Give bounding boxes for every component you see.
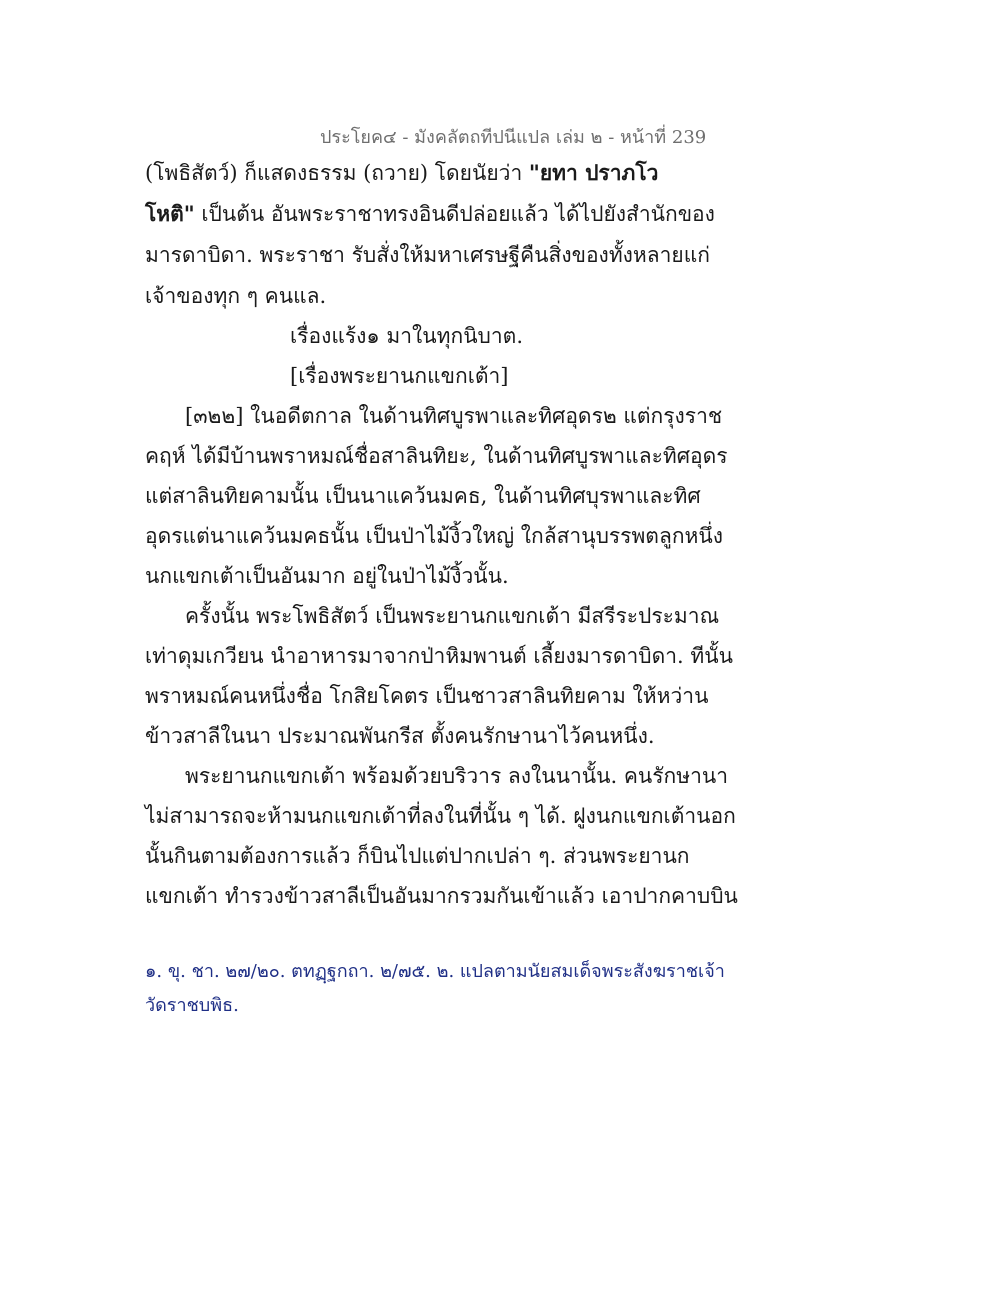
body-line: ครั้งนั้น พระโพธิสัตว์ เป็นพระยานกแขกเต้า มีสรีระประมาณ: [185, 604, 720, 628]
footnote-line: ๑. ขุ. ชา. ๒๗/๒๐. ตทฏฺฐกถา. ๒/๗๕. ๒. แปลตามนัยสมเด็จพระสังฆราชเจ้า: [145, 961, 725, 982]
pali-quote: "ยทา ปราภโว: [528, 160, 659, 185]
body-line: [๓๒๒] ในอดีตกาล ในด้านทิศบูรพาและทิศอุดร๒ แต่กรุงราช: [185, 404, 723, 428]
body-line: แต่สาลินทิยคามนั้น เป็นนาแคว้นมคธ, ในด้านทิศบุรพาและทิศ: [145, 484, 701, 508]
body-line: มารดาบิดา. พระราชา รับสั่งให้มหาเศรษฐีคืนสิ่งของทั้งหลายแก่: [145, 243, 710, 267]
body-line: นกแขกเต้าเป็นอันมาก อยู่ในป่าไม้งิ้วนั้น.: [145, 564, 509, 588]
body-line: เจ้าของทุก ๆ คนแล.: [145, 284, 327, 308]
pali-quote: โหติ": [145, 201, 195, 226]
body-line: [145, 158, 705, 188]
footnote-line: วัดราชบพิธ.: [145, 995, 239, 1016]
line-text: เป็นต้น อันพระราชาทรงอินดีปล่อยแล้ว ได้ไปยังสำนักของ: [194, 202, 715, 226]
page-header: ประโยค๔ - มังคลัตถทีปนีแปล เล่ม ๒ - หน้าที่ 239: [320, 127, 707, 148]
section-title: [เรื่องพระยานกแขกเต้า]: [290, 364, 509, 388]
line-text: (โพธิสัตว์) ก็แสดงธรรม (ถวาย) โดยนัยว่า: [145, 161, 529, 185]
body-line: นั้นกินตามต้องการแล้ว ก็บินไปแต่ปากเปล่า ๆ. ส่วนพระยานก: [145, 844, 690, 868]
body-line: ไม่สามารถจะห้ามนกแขกเต้าที่ลงในที่นั้น ๆ ได้. ฝูงนกแขกเต้านอก: [145, 804, 736, 828]
body-line: [145, 199, 715, 229]
body-line: พราหมณ์คนหนึ่งชื่อ โกสิยโคตร เป็นชาวสาลินทิยคาม ให้หว่าน: [145, 684, 709, 708]
body-line: แขกเต้า ทำรวงข้าวสาลีเป็นอันมากรวมกันเข้าแล้ว เอาปากคาบบิน: [145, 884, 738, 908]
body-line: ข้าวสาลีในนา ประมาณพันกรีส ตั้งคนรักษานาไว้คนหนึ่ง.: [145, 724, 655, 748]
body-line: อุดรแต่นาแคว้นมคธนั้น เป็นป่าไม้งิ้วใหญ่ ใกล้สานุบรรพตลูกหนึ่ง: [145, 524, 723, 548]
body-line: พระยานกแขกเต้า พร้อมด้วยบริวาร ลงในนานั้น. คนรักษานา: [185, 764, 729, 788]
body-line: คฤห์ ได้มีบ้านพราหมณ์ชื่อสาลินทิยะ, ในด้านทิศบูรพาและทิศอุดร: [145, 444, 728, 468]
story-end-note: เรื่องแร้ง๑ มาในทุกนิบาต.: [290, 324, 523, 348]
body-line: เท่าดุมเกวียน นำอาหารมาจากป่าหิมพานต์ เลี้ยงมารดาบิดา. ทีนั้น: [145, 644, 733, 668]
